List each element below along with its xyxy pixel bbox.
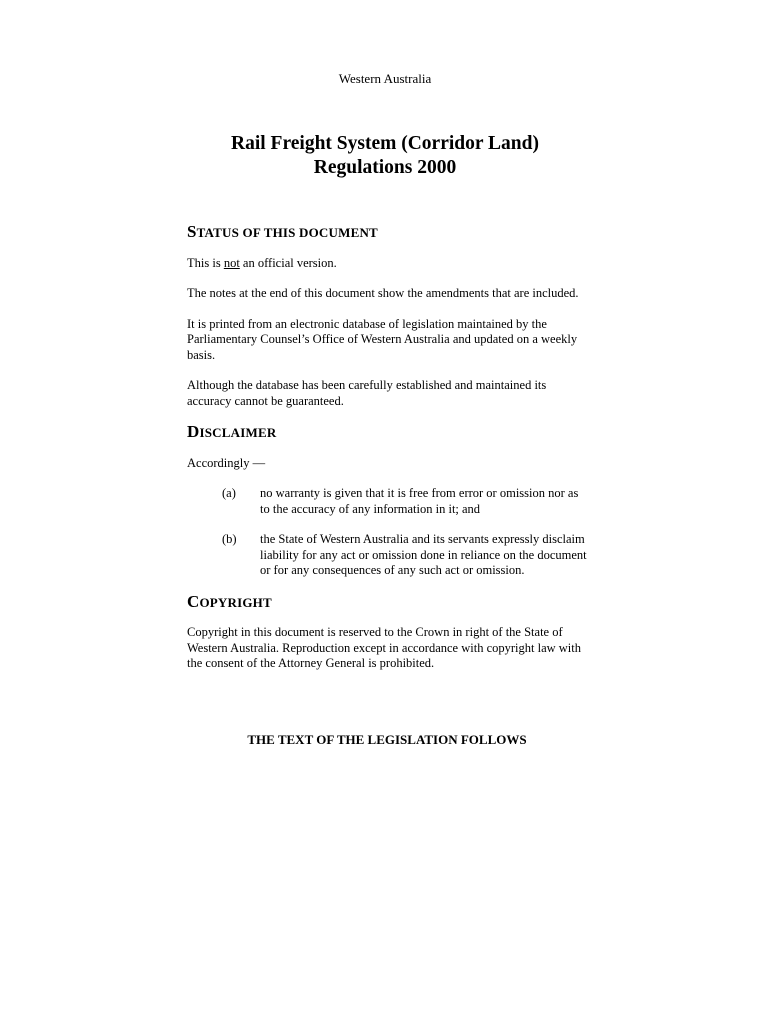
status-p1-after: an official version. [239,255,337,270]
jurisdiction-label: Western Australia [338,71,432,86]
status-paragraph-1 [187,256,587,272]
disclaimer-intro: Accordingly — [187,455,266,470]
disclaimer-item-text: no warranty is given that it is free from error or omission nor as to the accuracy of any information in it; and [260,486,579,516]
copyright-heading-initial: C [187,591,200,611]
copyright-text: Copyright in this document is reserved to the Crown in right of the State of Western Australia. Reproduction except in accordance with copyright law with the consent of the Attorney General is prohibited. [187,625,582,670]
disclaimer-item-b [187,532,587,579]
disclaimer-item-marker: (b) [222,532,237,546]
status-heading-initial: S [187,222,197,241]
status-paragraph-4: Although the database has been carefully established and maintained its accuracy cannot be guaranteed. [187,378,547,408]
status-paragraph-3: It is printed from an electronic database of legislation maintained by the Parliamentary Counsel’s Office of Western Australia and updated on a weekly basis. [187,316,578,362]
copyright-heading [187,591,587,611]
status-p1-before: This is [187,255,224,270]
copyright-heading-rest: OPYRIGHT [199,594,272,610]
document-body [187,224,587,687]
disclaimer-item-marker: (a) [222,486,236,500]
title-line-2: Regulations 2000 [313,157,457,178]
disclaimer-item-text: the State of Western Australia and its servants expressly disclaim liability for any act or omission done in reliance on the document or for any consequences of any such act or omission. [260,532,587,577]
status-p1-underlined: not [223,255,240,270]
disclaimer-heading [187,424,587,441]
status-paragraph-2: The notes at the end of this document show the amendments that are included. [187,286,579,300]
disclaimer-item-a [187,486,587,517]
document-title [0,132,770,180]
status-heading [187,224,587,241]
legislation-follows-notice: THE TEXT OF THE LEGISLATION FOLLOWS [247,732,527,747]
disclaimer-heading-initial: D [187,422,200,441]
disclaimer-heading-rest: ISCLAIMER [199,425,277,440]
status-heading-rest: TATUS OF THIS DOCUMENT [196,225,378,240]
title-line-1: Rail Freight System (Corridor Land) [230,133,539,154]
